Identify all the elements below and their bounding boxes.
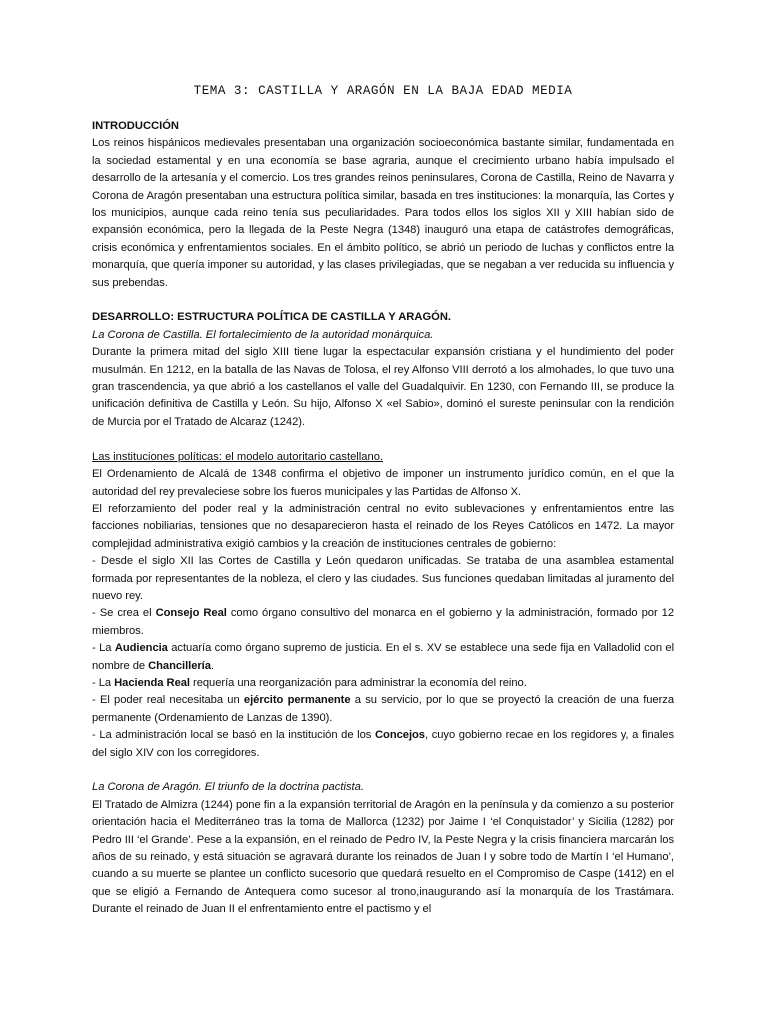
list-item-cortes: - Desde el siglo XII las Cortes de Castilla y León quedaron unificadas. Se trataba de una asamblea estamental formada por representantes de la nobleza, el clero y las ciudades. Sus funciones quedaban limitadas al juramento del nuevo rey. <box>92 555 674 602</box>
list-item-audiencia <box>92 640 674 675</box>
intro-paragraph: Los reinos hispánicos medievales presentaban una organización socioeconómica bastante similar, fundamentada en la sociedad estamental y en una economía se base agraria, aunque el crecimiento urbano había impulsado el desarrollo de la artesanía y el comercio. Los tres grandes reinos peninsulares, Corona de Castilla, Reino de Navarra y Corona de Aragón presentaban una estructura política similar, basada en tres instituciones: la monarquía, las Cortes y los municipios, aunque cada reino tenía sus peculiaridades. Para todos ellos los siglos XII y XIII habían sido de expansión económica, pero la llegada de la Peste Negra (1348) inauguró una etapa de catástrofes demográficas, crisis económica y enfrentamientos sociales. En el ámbito político, se abrió un periodo de luchas y conflictos entre la monarquía, que quería imponer su autoridad, y las clases privilegiadas, que se negaban a ver reducida su influencia y sus prebendas. <box>92 137 674 289</box>
list-item-consejo-real <box>92 605 674 640</box>
castilla-paragraph: Durante la primera mitad del siglo XIII tiene lugar la espectacular expansión cristiana y el hundimiento del poder musulmán. En 1212, en la batalla de las Navas de Tolosa, el rey Alfonso VIII derrotó a los almohades, lo que tuvo una gran trascendencia, ya que abrió a los castellanos el valle del Guadalquivir. En 1230, con Fernando III, se produce la unificación definitiva de Castilla y León. Su hijo, Alfonso X «el Sabio», dominó el sureste peninsular con la rendición de Murcia por el Tratado de Alcaraz (1242). <box>92 346 674 428</box>
aragon-subtitle: La Corona de Aragón. El triunfo de la doctrina pactista. <box>92 781 364 794</box>
development-heading: DESARROLLO: ESTRUCTURA POLÍTICA DE CASTILLA Y ARAGÓN. <box>92 311 452 324</box>
text-run: a su servicio, por lo que se proyectó la creación de una fuerza permanente (Ordenamiento de Lanzas de 1390). <box>92 694 674 724</box>
bold-term: Concejos <box>375 729 425 742</box>
spacer <box>92 292 674 309</box>
bold-term: Hacienda Real <box>114 676 190 689</box>
text-run: , cuyo gobierno recae en los regidores y, a finales del siglo XIV con los corregidores. <box>92 729 674 759</box>
bold-term: Audiencia <box>114 642 168 655</box>
instituciones-subtitle: Las instituciones políticas: el modelo autoritario castellano. <box>92 450 384 463</box>
document-page <box>92 84 674 919</box>
list-item-ejercito <box>92 692 674 727</box>
castilla-subtitle: La Corona de Castilla. El fortalecimiento de la autoridad monárquica. <box>92 328 434 341</box>
spacer <box>92 431 674 448</box>
text-run: requería una reorganización para administrar la economía del reino. <box>189 676 527 689</box>
aragon-paragraph: El Tratado de Almizra (1244) pone fin a la expansión territorial de Aragón en la península y da comienzo a su posterior orientación hacia el Mediterráneo tras la toma de Mallorca (1232) por Jaime I ‘el Conquistador’ y Sicilia (1282) por Pedro III ‘el Grande’. Pese a la expansión, en el reinado de Pedro IV, la Peste Negra y la crisis financiera marcarán los años de su reinado, y está situación se agravará durante los reinados de Juan I y sobre todo de Martín I ‘el Humano’, cuando a su muerte se plantee un conflicto sucesorio que quedará resuelto en el Compromiso de Caspe (1412) en el que se eligió a Fernando de Antequera como sucesor al trono,inaugurando así la monarquía de los Trastámara. Durante el reinado de Juan II el enfrentamiento entre el pactismo y el <box>92 798 674 916</box>
bold-term: Chancillería <box>148 659 211 672</box>
text-run: - La <box>92 642 115 655</box>
intro-heading: INTRODUCCIÓN <box>92 120 180 132</box>
spacer <box>92 762 674 779</box>
text-run: - El poder real necesitaba un <box>92 694 244 707</box>
document-title: TEMA 3: CASTILLA Y ARAGÓN EN LA BAJA EDAD MEDIA <box>193 84 573 98</box>
text-run: como órgano consultivo del monarca en el gobierno y la administración, formado por 12 miembros. <box>92 607 674 637</box>
instituciones-paragraph-1: El Ordenamiento de Alcalá de 1348 confirma el objetivo de imponer un instrumento jurídico común, en el que la autoridad del rey prevaleciese sobre los fueros municipales y las Partidas de Alfonso X. <box>92 468 674 498</box>
list-item-concejos <box>92 727 674 762</box>
bold-term: Consejo Real <box>155 607 227 620</box>
text-run: actuaría como órgano supremo de justicia. En el s. XV se establece una sede fija en Valladolid con el nombre de <box>92 642 675 672</box>
text-run: - La <box>92 676 115 689</box>
text-run: . <box>210 659 214 672</box>
list-item-hacienda <box>92 675 674 692</box>
text-run: - Se crea el <box>92 607 156 620</box>
bold-term: ejército permanente <box>243 694 351 707</box>
text-run: - La administración local se basó en la institución de los <box>92 729 375 742</box>
instituciones-paragraph-2: El reforzamiento del poder real y la administración central no evito sublevaciones y enfrentamientos entre las facciones nobiliarias, tensiones que no desaparecieron hasta el reinado de los Reyes Católicos en 1472. La mayor complejidad administrativa exigió cambios y la creación de instituciones centrales de gobierno: <box>92 502 674 550</box>
